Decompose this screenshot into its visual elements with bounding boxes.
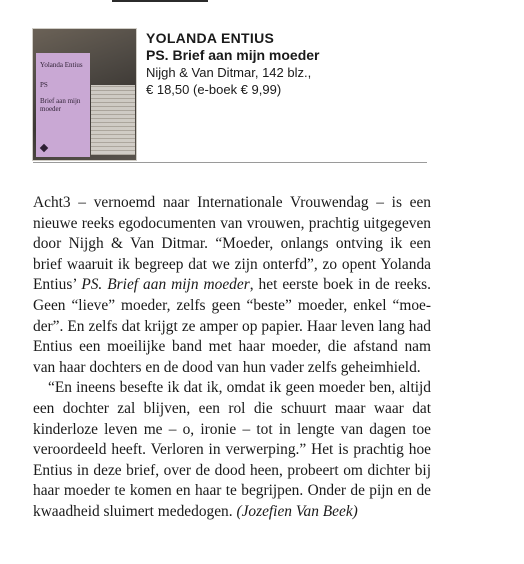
publisher-logo-icon xyxy=(40,144,48,152)
cover-ps: PS xyxy=(40,81,48,89)
cover-title-panel xyxy=(36,53,90,157)
book-title: PS. Brief aan mijn moeder xyxy=(146,47,320,63)
review-paragraph-2 xyxy=(33,378,431,522)
cover-author: Yolanda Entius xyxy=(40,61,83,69)
cover-back-text xyxy=(91,85,135,155)
divider xyxy=(33,162,427,163)
top-rule xyxy=(112,0,208,2)
review-byline: (Jozefien Van Beek) xyxy=(236,502,358,520)
book-author: YOLANDA ENTIUS xyxy=(146,30,275,46)
review-p1-text-b: , het eerste boek in de reeks. Geen “lieve” moeder, zelfs geen “beste” moeder, enkel “moeder”. En zelfs dat krijgt ze amper op papier. Haar leven lang had Entius een moeilijke band met haar moeder, die afstand nam van haar dochters en de dood van hun vader zelfs geheimhield. xyxy=(33,276,431,376)
review-p1-text-a: Acht3 – vernoemd naar Internationale Vrouwendag – is een nieuwe reeks egodocumenten van vrouwen, prachtig uitgegeven door Nijgh & Van Ditmar. “Moeder, onlangs ontving ik een brief waaruit ik begreep dat we zijn onterfd”, zo opent Yolanda Entius’ xyxy=(33,194,431,294)
book-price: € 18,50 (e-boek € 9,99) xyxy=(146,82,282,97)
cover-title: Brief aan mijn moeder xyxy=(40,97,81,113)
review-p2-text: “En ineens besefte ik dat ik, omdat ik geen moeder ben, altijd een dochter zal blijven, een rol die schuurt maar waar dat kinderloze leven me – o, ironie – tot in lengte van dagen toe veroordeeld heeft. Verloren in verwerping.” Het is prachtig hoe Entius in deze brief, over de dood heen, probeert om dichter bij haar moeder te komen en haar te begrijpen. Onder de pijn en de kwaadheid sluimert mededogen. xyxy=(33,379,431,520)
book-info xyxy=(146,30,486,98)
review-text xyxy=(33,193,431,523)
book-cover xyxy=(33,29,136,160)
review-book-title-italic: PS. Brief aan mijn moeder xyxy=(81,276,250,294)
book-publisher: Nijgh & Van Ditmar, 142 blz., xyxy=(146,65,312,80)
review-paragraph-1 xyxy=(33,193,431,378)
